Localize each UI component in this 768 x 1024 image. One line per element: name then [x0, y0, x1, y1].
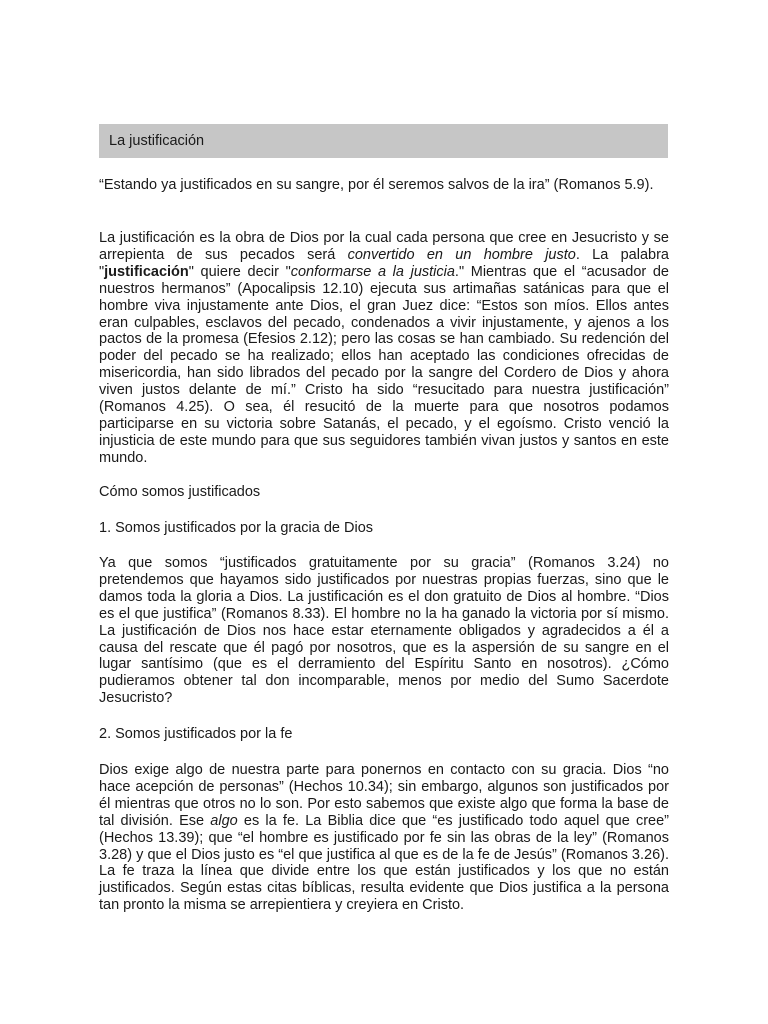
heading-como-somos: Cómo somos justificados	[99, 484, 261, 500]
paragraph-fe	[99, 762, 669, 914]
p3-emphasis-1: algo	[210, 812, 238, 829]
p3-text-1: Dios exige algo de nuestra parte para ponernos en contacto con su gracia. Dios “no hace acepción de personas” (Hechos 10.34); sin embargo, algunos son justificados por él mientras que otros no lo son. Por esto sabemos que existe algo que forma la base de tal división. Ese	[99, 762, 669, 829]
p1-strong-term: justificación	[104, 263, 189, 280]
heading-fe: 2. Somos justificados por la fe	[99, 726, 293, 742]
paragraph-gracia: Ya que somos “justificados gratuitamente por su gracia” (Romanos 3.24) no pretendemos que hayamos sido justificados por nuestras propias fuerzas, sino que le damos toda la gloria a Dios. La justificación es el don gratuito de Dios al hombre. “Dios es el que justifica” (Romanos 8.33). El hombre no la ha ganado la victoria por sí mismo. La justificación de Dios nos hace estar eternamente obligados y agradecidos a él a causa del rescate que él pagó por nosotros, que es la aspersión de su sangre en el lugar santísimo (que es el derramiento del Espíritu Santo en nosotros). ¿Cómo pudieramos obtener tal don incomparable, menos por medio del Sumo Sacerdote Jesucristo?	[99, 555, 669, 707]
paragraph-justification	[99, 230, 669, 467]
page-title: La justificación	[109, 133, 205, 149]
p1-text-4: ." Mientras que el “acusador de nuestros hermanos” (Apocalipsis 12.10) ejecuta sus artimañas satánicas para que el hombre viva injustamente ante Dios, el gran Juez dice: “Estos son míos. Ellos antes eran culpables, esclavos del pecado, condenados a vivir injustamente, y ajenos a los pactos de la promesa (Efesios 2.12); pero las cosas se han cambiado. Su redención del poder del pecado se ha realizado; ellos han aceptado las condiciones ofrecidas de misericordia, han sido librados del pecado por la sangre del Cordero de Dios y ahora viven justos delante de mí.” Cristo ha sido “resucitado para nuestra justificación” (Romanos 4.25). O sea, él resucitó de la muerte para que nosotros podamos participarse en su victoria sobre Satanás, el pecado, y el egoísmo. Cristo venció la injusticia de este mundo para que sus seguidores también vivan justos y santos en este mundo.	[99, 263, 669, 466]
heading-gracia: 1. Somos justificados por la gracia de Dios	[99, 520, 374, 536]
title-bar	[99, 124, 668, 158]
p1-text-1: La justificación es la obra de Dios por la cual cada persona que cree en Jesucristo y se arrepienta de sus pecados será	[99, 230, 669, 263]
p1-emphasis-2: conformarse a la justicia	[290, 263, 455, 280]
p1-text-3: " quiere decir "	[188, 263, 291, 280]
opening-quote: “Estando ya justificados en su sangre, por él seremos salvos de la ira” (Romanos 5.9).	[99, 177, 654, 193]
p1-emphasis-1: convertido en un hombre justo	[347, 246, 576, 263]
p1-text-2: . La palabra "	[99, 246, 669, 280]
p3-text-2: es la fe. La Biblia dice que “es justificado todo aquel que cree” (Hechos 13.39); que “el hombre es justificado por fe sin las obras de la ley” (Romanos 3.28) y que el Dios justo es “el que justifica al que es de la fe de Jesús” (Romanos 3.26). La fe traza la línea que divide entre los que están justificados y los que no están justificados. Según estas citas bíblicas, resulta evidente que Dios justifica a la persona tan pronto la misma se arrepientiera y creyiera en Cristo.	[99, 812, 669, 914]
